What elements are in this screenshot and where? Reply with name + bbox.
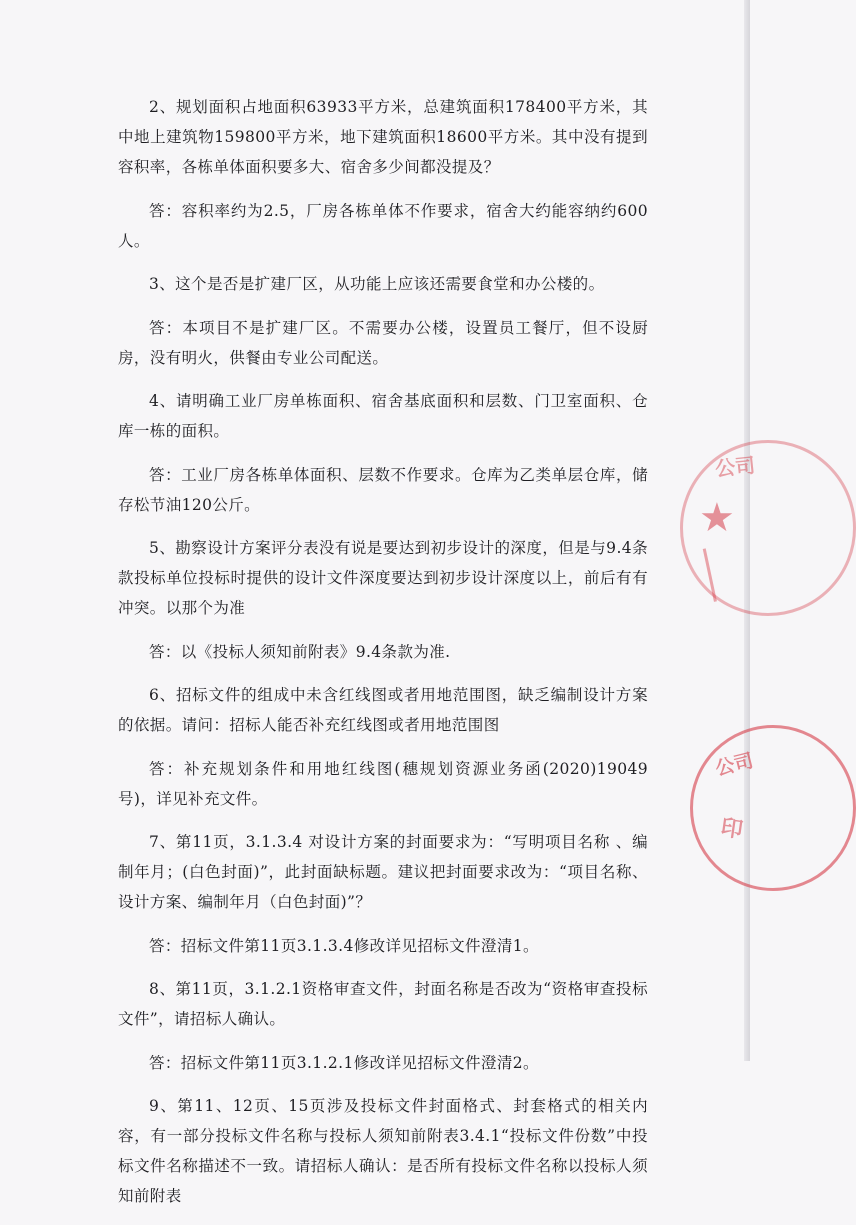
question-4: 4、请明确工业厂房单栋面积、宿舍基底面积和层数、门卫室面积、仓库一栋的面积。 <box>118 392 648 440</box>
document-body <box>118 92 648 1225</box>
question-6: 6、招标文件的组成中未含红线图或者用地范围图，缺乏编制设计方案的依据。请问：招标人能否补充红线图或者用地范围图 <box>118 686 648 734</box>
seal-text: 印 <box>719 814 745 844</box>
answer-6: 答：补充规划条件和用地红线图(穗规划资源业务函(2020)19049号)，详见补充文件。 <box>118 759 648 808</box>
seal-text: 公司 <box>713 749 756 781</box>
question-3: 3、这个是否是扩建厂区，从功能上应该还需要食堂和办公楼的。 <box>149 275 605 293</box>
answer-4: 答：工业厂房各栋单体面积、层数不作要求。仓库为乙类单层仓库，储存松节油120公斤。 <box>118 465 648 514</box>
company-seal-bottom <box>690 725 856 891</box>
question-2: 2、规划面积占地面积63933平方米，总建筑面积178400平方米，其中地上建筑物159800平方米，地下建筑面积18600平方米。其中没有提到容积率，各栋单体面积要多大、宿舍多少间都没提及？ <box>118 98 648 176</box>
answer-5: 答：以《投标人须知前附表》9.4条款为准. <box>149 642 451 661</box>
seal-text: 公司 <box>714 452 757 482</box>
answer-3: 答：本项目不是扩建厂区。不需要办公楼，设置员工餐厅，但不设厨房，没有明火，供餐由专业公司配送。 <box>118 318 648 367</box>
question-7: 7、第11页，3.1.3.4 对设计方案的封面要求为：“写明项目名称 、编制年月；(白色封面)”，此封面缺标题。建议把封面要求改为：“项目名称、设计方案、编制年月（白色封面)”？ <box>118 833 648 911</box>
question-9: 9、第11、12页、15页涉及投标文件封面格式、封套格式的相关内容，有一部分投标文件名称与投标人须知前附表3.4.1“投标文件份数”中投标文件名称描述不一致。请招标人确认：是否所有投标文件名称以投标人须知前附表 <box>118 1097 648 1205</box>
question-5: 5、勘察设计方案评分表没有说是要达到初步设计的深度，但是与9.4条款投标单位投标时提供的设计文件深度要达到初步设计深度以上，前后有有冲突。以那个为准 <box>118 539 648 617</box>
answer-7: 答：招标文件第11页3.1.3.4修改详见招标文件澄清1。 <box>149 936 539 955</box>
answer-2: 答：容积率约为2.5，厂房各栋单体不作要求，宿舍大约能容纳约600人。 <box>118 201 648 250</box>
company-seal-top <box>680 440 856 616</box>
answer-8: 答：招标文件第11页3.1.2.1修改详见招标文件澄清2。 <box>149 1053 539 1072</box>
question-8: 8、第11页，3.1.2.1资格审查文件，封面名称是否改为“资格审查投标文件”，请招标人确认。 <box>118 980 648 1028</box>
seal-star-icon: ★ <box>699 495 735 541</box>
